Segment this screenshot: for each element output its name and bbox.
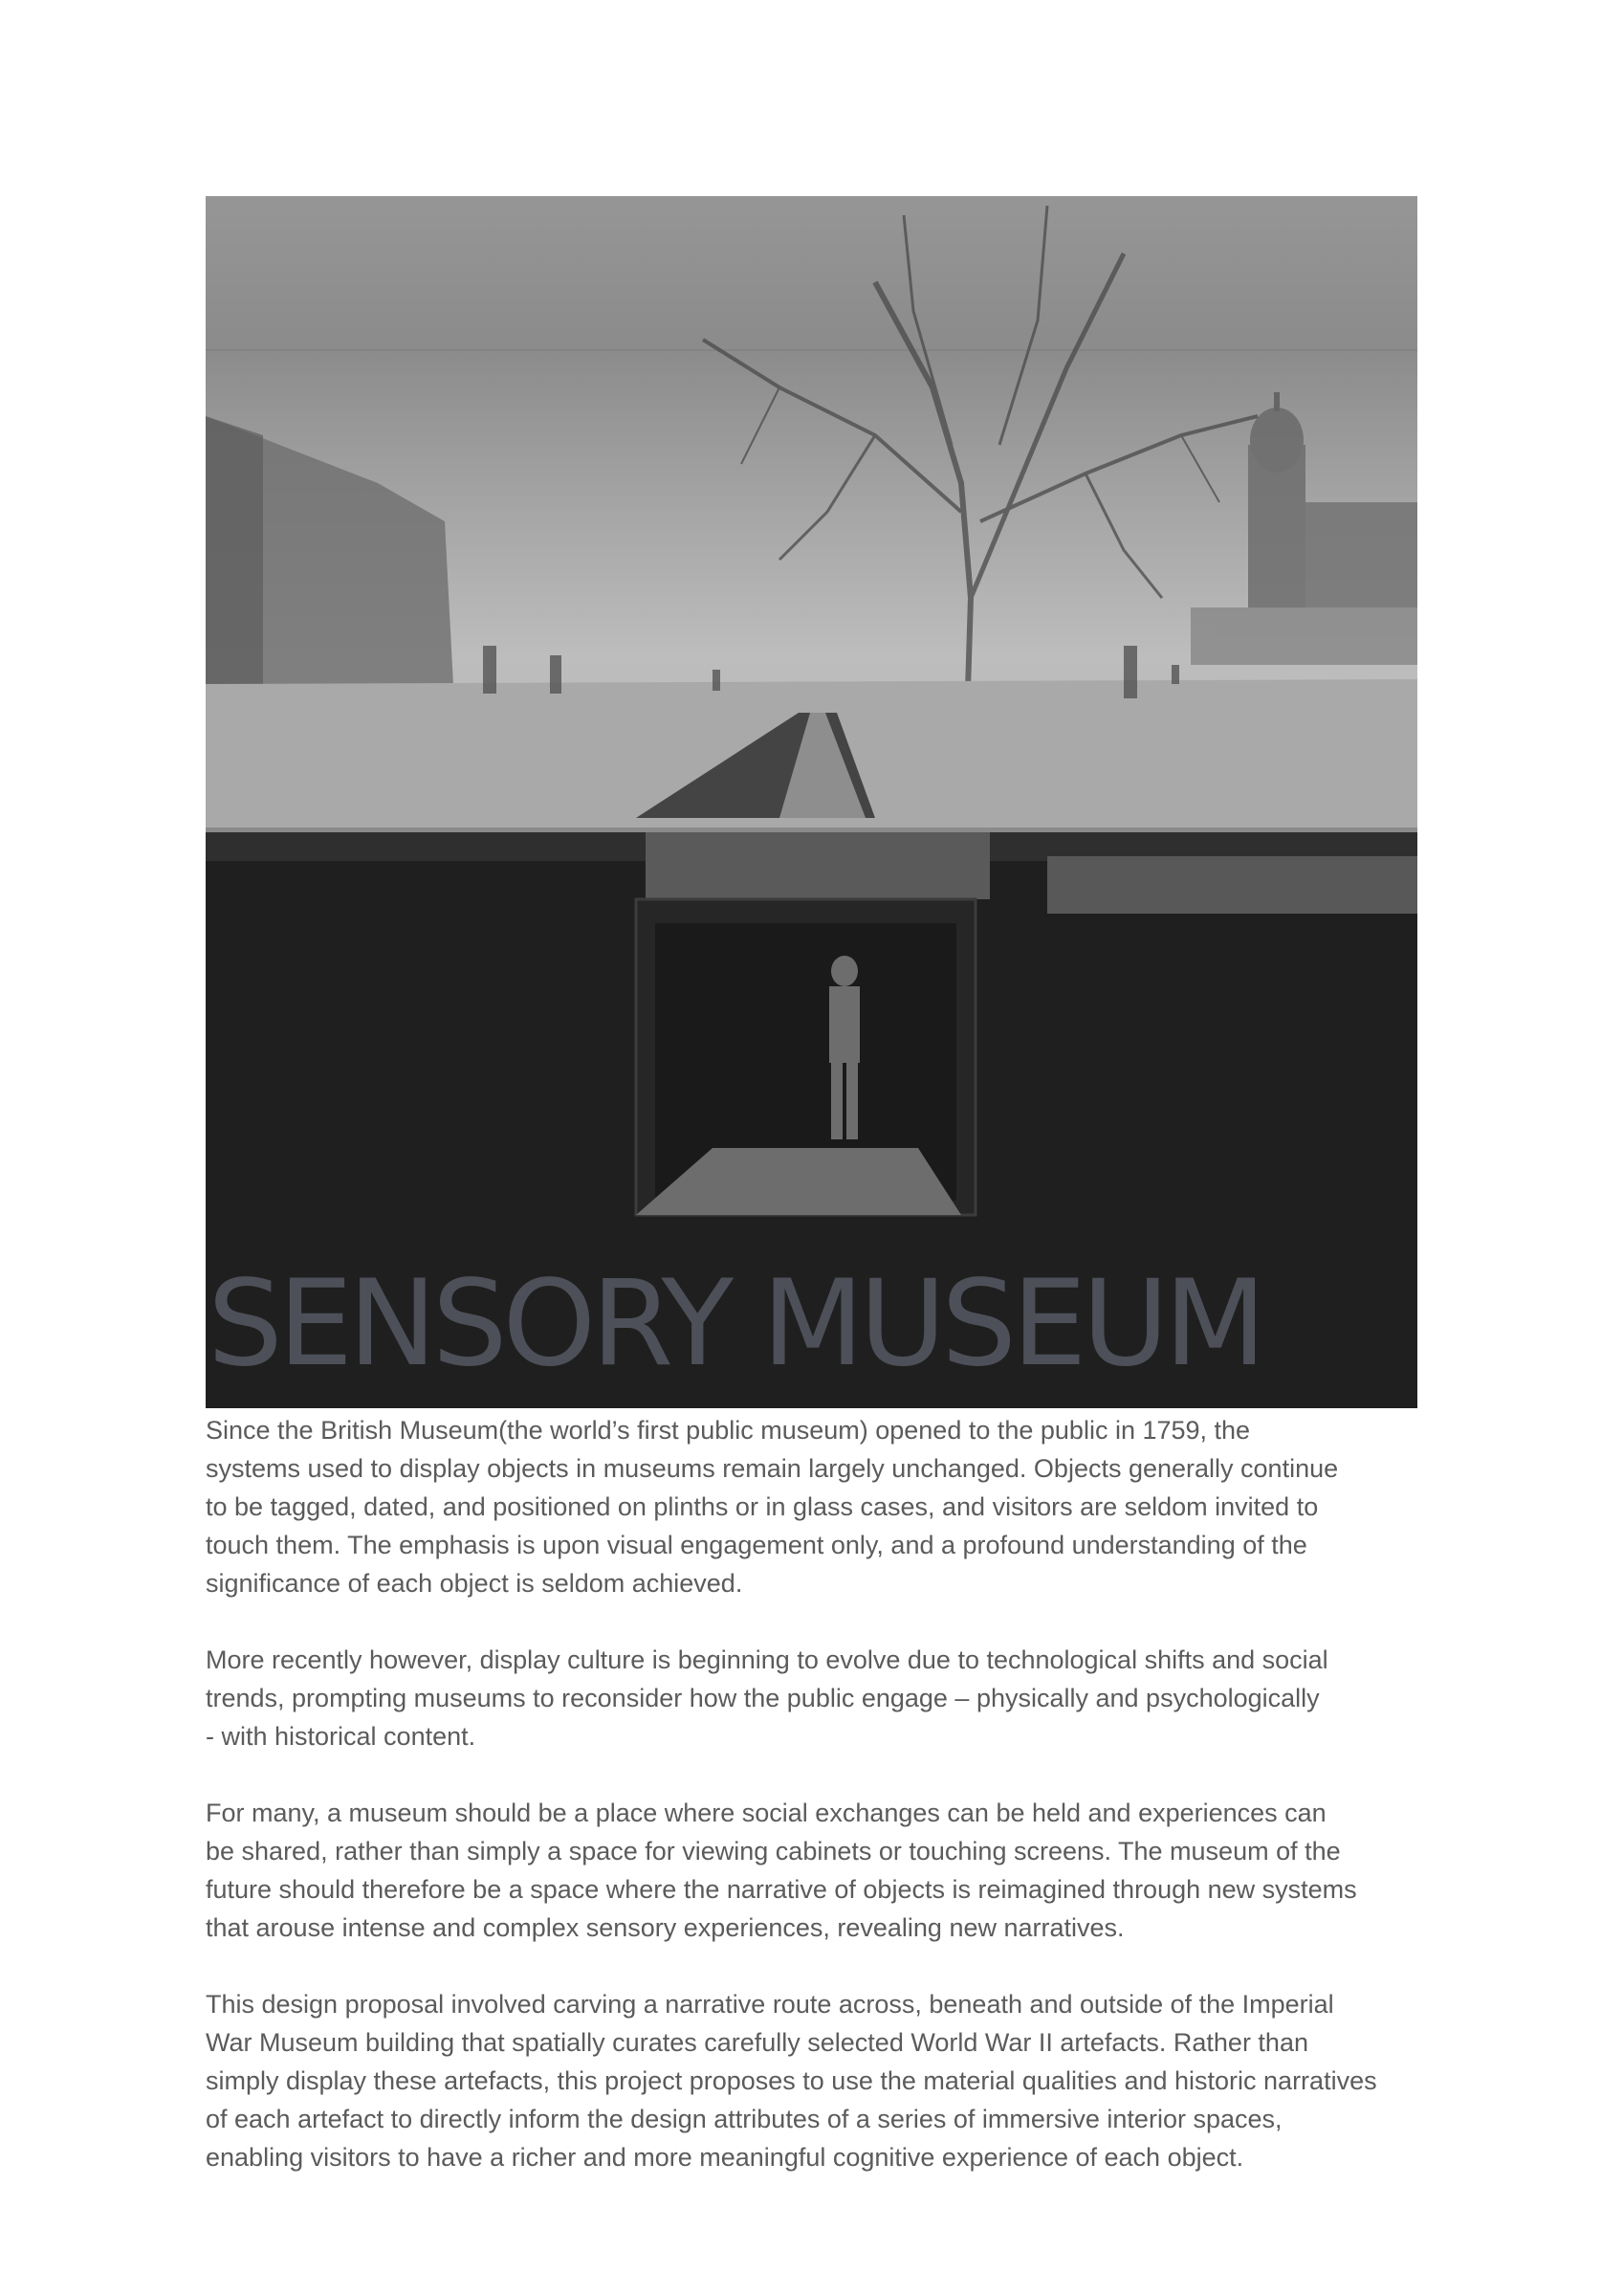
paragraph-3: For many, a museum should be a place where social exchanges can be held and experiences can be shared, rather than simply a space for viewing cabinets or touching screens. The museum of the future should therefore be a space where the narrative of objects is reimagined through new systems that arouse intense and complex sensory experiences, revealing new narratives. xyxy=(206,1799,1357,1942)
paragraph-1: Since the British Museum(the world’s first public museum) opened to the public in 1759, the systems used to display objects in museums remain largely unchanged. Objects generally continue to be tagged, dated, and positioned on plinths or in glass cases, and visitors are seldom invited to touch them. The emphasis is upon visual engagement only, and a profound understanding of the significance of each object is seldom achieved. xyxy=(206,1416,1339,1598)
paragraph-2: More recently however, display culture is beginning to evolve due to technological shifts and social trends, prompting museums to reconsider how the public engage – physically and psychologically - with historical content. xyxy=(206,1645,1328,1751)
water-surface xyxy=(646,832,990,899)
hero-image xyxy=(206,196,1417,1408)
paragraph-4: This design proposal involved carving a narrative route across, beneath and outside of the Imperial War Museum building that spatially curates carefully selected World War II artefacts. Rather than simply display these artefacts, this project proposes to use the material qualities and historic narratives of each artefact to directly inform the design attributes of a series of immersive interior spaces, enabling visitors to have a richer and more meaningful cognitive experience of each object. xyxy=(206,1990,1377,2172)
museum-section-illustration xyxy=(206,196,1417,1408)
article-body xyxy=(206,1411,1497,2215)
hero-title: SENSORY MUSEUM xyxy=(208,1255,1262,1393)
dome-building xyxy=(1191,392,1417,665)
